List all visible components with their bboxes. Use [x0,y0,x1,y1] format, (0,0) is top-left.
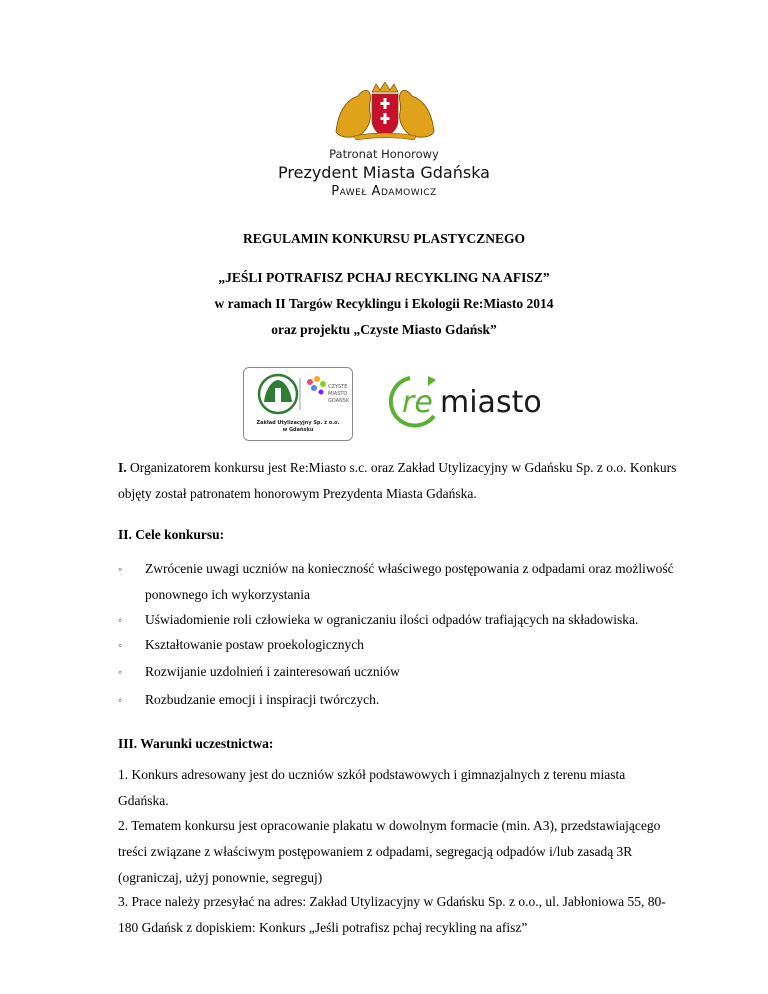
patron-label: Patronat Honorowy [329,147,439,161]
section-organizer-text: Organizatorem konkursu jest Re:Miasto s.c. oraz Zakład Utylizacyjny w Gdańsku Sp. z o.o. Konkurs objęty został patronatem honorowym Prezydenta Miasta Gdańska. [118,460,677,501]
list-item-text: Rozbudzanie emocji i inspiracji twórczych. [145,692,380,707]
zu-caption-line1: Zakład Utylizacyjny Sp. z o.o. [256,420,340,426]
zaklad-utylizacyjny-logo [243,367,353,441]
contest-context: w ramach II Targów Recyklingu i Ekologii Re:Miasto 2014 [214,296,554,311]
condition-item: 3. Prace należy przesyłać na adres: Zakład Utylizacyjny w Gdańsku Sp. z o.o., ul. Jabłoniowa 55, 80-180 Gdańsk z dopiskiem: Konkurs „Jeśli potrafisz pchaj recykling na afisz” [118,894,666,935]
bullet-icon: ◦ [118,562,123,576]
condition-item: 1. Konkurs adresowany jest do uczniów szkół podstawowych i gimnazjalnych z terenu miasta Gdańska. [118,767,626,808]
condition-item: 2. Tematem konkursu jest opracowanie plakatu w dowolnym formacie (min. A3), przedstawiającego treści związane z właściwym postępowaniem z odpadami, segregacją odpadów i/lub zasadą 3R (ograniczaj, użyj ponownie, segreguj) [118,818,661,885]
bullet-icon: ◦ [118,613,123,627]
section-organizer-label: I. [118,460,127,475]
section-goals-heading: II. Cele konkursu: [118,527,225,542]
list-item-text: Zwrócenie uwagi uczniów na konieczność właściwego postępowania z odpadami oraz możliwość ponownego ich wykorzystania [145,561,674,602]
remiasto-re-text: re [402,385,433,420]
list-item-text: Uświadomienie roli człowieka w ograniczaniu ilości odpadów trafiających na składowiska. [145,612,639,627]
contest-project: oraz projektu „Czyste Miasto Gdańsk” [271,322,497,337]
gdansk-word: GDAŃSK [328,398,350,404]
bullet-icon: ◦ [118,665,123,679]
patron-name: Paweł Adamowicz [331,184,437,199]
section-organizer [118,455,678,507]
remiasto-logo [382,370,544,432]
contest-name: „JEŚLI POTRAFISZ PCHAJ RECYKLING NA AFISZ” [218,270,550,285]
gdansk-coat-of-arms-icon [332,82,438,140]
zaklad-utylizacyjny-emblem-icon [244,368,352,440]
document-title: REGULAMIN KONKURSU PLASTYCZNEGO [242,231,526,246]
czyste-word: CZYSTE [328,384,348,390]
bullet-icon: ◦ [118,638,123,652]
list-item-text: Rozwijanie uzdolnień i zainteresowań uczniów [145,664,400,679]
bullet-icon: ◦ [118,693,123,707]
zu-caption-line2: w Gdańsku [282,427,314,433]
section-conditions-heading: III. Warunki uczestnictwa: [118,736,274,751]
remiasto-miasto-text: miasto [440,385,542,420]
list-item-text: Kształtowanie postaw proekologicznych [145,637,364,652]
patron-title: Prezydent Miasta Gdańska [278,163,490,182]
miasto-word: MIASTO [328,391,348,397]
